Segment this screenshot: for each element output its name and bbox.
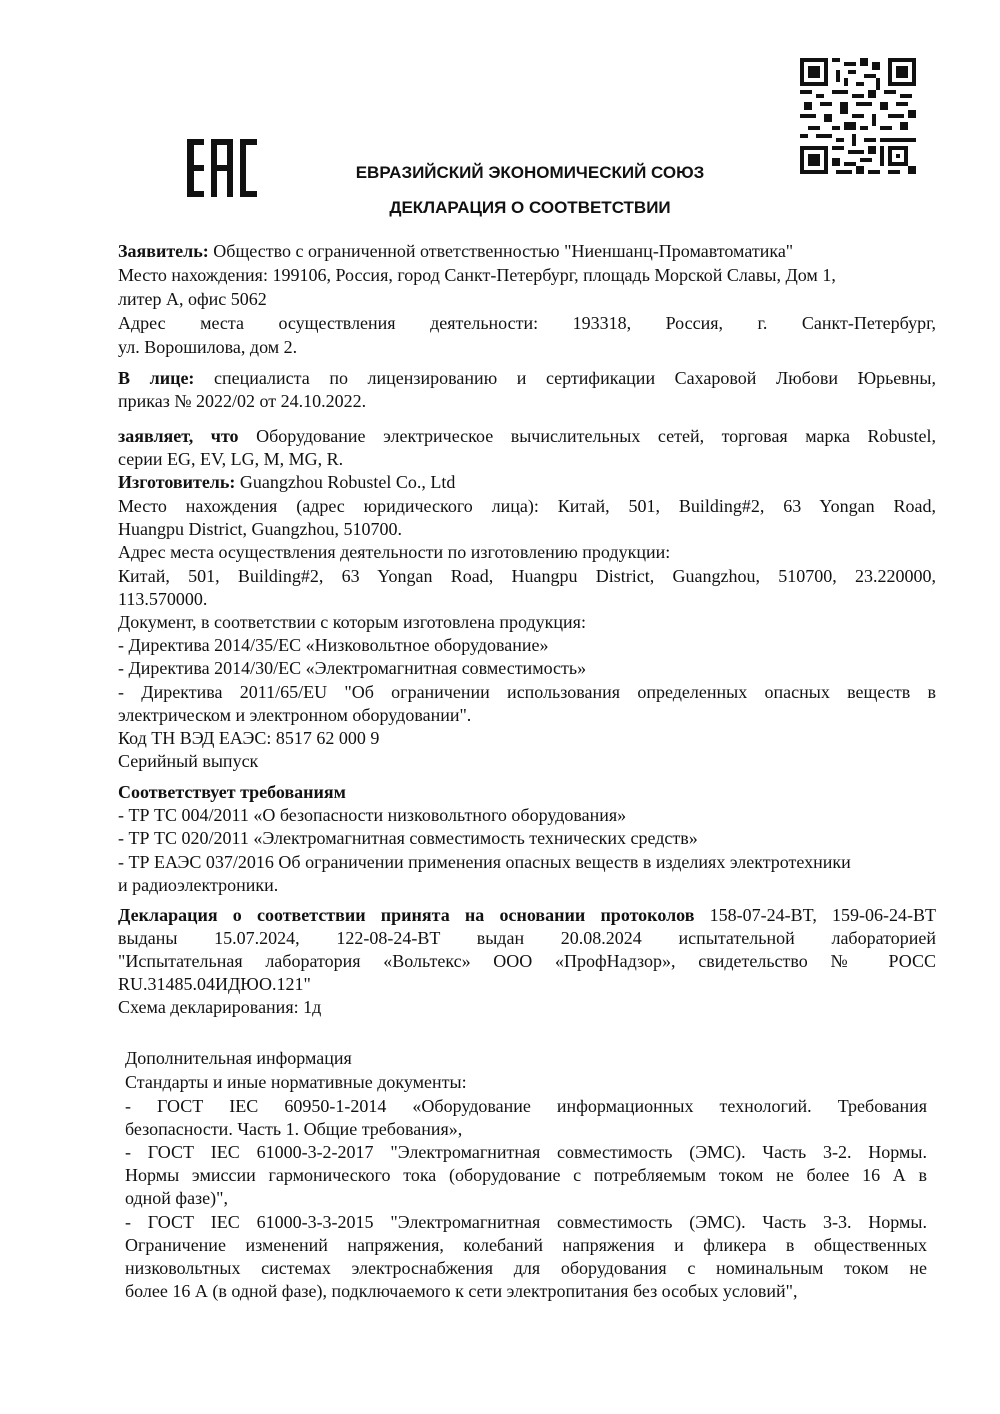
applicant-activity-1: Адрес места осуществления деятельности: 193318, Россия, г. Санкт-Петербург,	[118, 313, 936, 333]
standards-label: Стандарты и иные нормативные документы:	[125, 1072, 467, 1092]
person-line-1	[118, 367, 936, 391]
manufacturer-line	[118, 471, 936, 495]
gost-2b: Нормы эмиссии гармонического тока (оборудование с потребляемым током не более 16 А в	[125, 1165, 927, 1185]
serial-production: Серийный выпуск	[118, 751, 259, 771]
directive-3b: электрическом и электронном оборудовании".	[118, 705, 472, 725]
declares-line-2: серии EG, EV, LG, M, MG, R.	[118, 449, 344, 469]
production-address-label: Адрес места осуществления деятельности по изготовлению продукции:	[118, 542, 671, 562]
applicant-activity-2: ул. Ворошилова, дом 2.	[118, 337, 298, 357]
basis-protocols: 158-07-24-BT, 159-06-24-BT	[694, 905, 936, 925]
document-title: ДЕКЛАРАЦИЯ О СООТВЕТСТВИИ	[389, 198, 671, 217]
person-label: В лице:	[118, 368, 195, 388]
declaration-scheme: Схема декларирования: 1д	[118, 997, 322, 1017]
additional-info-title: Дополнительная информация	[125, 1048, 352, 1068]
applicant-location-1: Место нахождения: 199106, Россия, город Санкт-Петербург, площадь Морской Славы, Дом 1,	[118, 265, 836, 285]
applicant-line	[118, 240, 936, 264]
basis-label: Декларация о соответствии принята на основании протоколов	[118, 905, 695, 925]
basis-line-3: "Испытательная лаборатория «Вольтекс» ООО «ПрофНадзор», свидетельство № РОСС	[118, 951, 936, 971]
tr-1: - ТР ТС 004/2011 «О безопасности низковольтного оборудования»	[118, 805, 627, 825]
directive-2: - Директива 2014/30/EC «Электромагнитная совместимость»	[118, 658, 587, 678]
production-address-1: Китай, 501, Building#2, 63 Yongan Road, Huangpu District, Guangzhou, 510700, 23.220000,	[118, 566, 936, 586]
complies-label: Соответствует требованиям	[118, 782, 346, 802]
docs-label: Документ, в соответствии с которым изготовлена продукция:	[118, 612, 586, 632]
declares-label: заявляет, что	[118, 426, 239, 446]
gost-3c: низковольтных системах электроснабжения для оборудования с номинальным током не	[125, 1258, 927, 1278]
production-address-2: 113.570000.	[118, 589, 208, 609]
gost-3b: Ограничение изменений напряжения, колебаний напряжения и фликера в общественных	[125, 1235, 927, 1255]
manufacturer-location-1: Место нахождения (адрес юридического лица): Китай, 501, Building#2, 63 Yongan Road,	[118, 496, 936, 516]
tr-2: - ТР ТС 020/2011 «Электромагнитная совместимость технических средств»	[118, 828, 698, 848]
basis-line-4: RU.31485.04ИДЮО.121"	[118, 974, 311, 994]
applicant-label: Заявитель:	[118, 241, 209, 261]
hs-code: Код ТН ВЭД ЕАЭС: 8517 62 000 9	[118, 728, 380, 748]
gost-3d: более 16 А (в одной фазе), подключаемого к сети электропитания без особых условий",	[125, 1281, 798, 1301]
tr-3b: и радиоэлектроники.	[118, 875, 279, 895]
gost-1a: - ГОСТ IEC 60950-1-2014 «Оборудование информационных технологий. Требования	[125, 1096, 927, 1116]
declares-line-1	[118, 425, 936, 449]
person-line-2: приказ № 2022/02 от 24.10.2022.	[118, 391, 367, 411]
tr-3a: - ТР ЕАЭС 037/2016 Об ограничении применения опасных веществ в изделиях электротехники	[118, 852, 851, 872]
qr-code	[800, 58, 916, 174]
directive-3a: - Директива 2011/65/EU "Об ограничении использования определенных опасных веществ в	[118, 682, 936, 702]
person-text: специалиста по лицензированию и сертификации Сахаровой Любови Юрьевны,	[194, 368, 936, 388]
declares-text: Оборудование электрическое вычислительных сетей, торговая марка Robustel,	[238, 426, 936, 446]
gost-2a: - ГОСТ IEC 61000-3-2-2017 "Электромагнитная совместимость (ЭМС). Часть 3-2. Нормы.	[125, 1142, 927, 1162]
gost-3a: - ГОСТ IEC 61000-3-3-2015 "Электромагнитная совместимость (ЭМС). Часть 3-3. Нормы.	[125, 1212, 927, 1232]
applicant-location-2: литер А, офис 5062	[118, 289, 267, 309]
basis-line-2: выданы 15.07.2024, 122-08-24-BT выдан 20.08.2024 испытательной лабораторией	[118, 928, 936, 948]
manufacturer-name: Guangzhou Robustel Co., Ltd	[235, 472, 456, 492]
union-title: ЕВРАЗИЙСКИЙ ЭКОНОМИЧЕСКИЙ СОЮЗ	[355, 163, 705, 182]
directive-1: - Директива 2014/35/EC «Низковольтное оборудование»	[118, 635, 549, 655]
applicant-name: Общество с ограниченной ответственностью "Ниеншанц-Промавтоматика"	[208, 241, 794, 261]
gost-2c: одной фазе)",	[125, 1188, 228, 1208]
gost-1b: безопасности. Часть 1. Общие требования»,	[125, 1119, 463, 1139]
manufacturer-label: Изготовитель:	[118, 472, 236, 492]
basis-line-1	[118, 904, 936, 928]
manufacturer-location-2: Huangpu District, Guangzhou, 510700.	[118, 519, 402, 539]
